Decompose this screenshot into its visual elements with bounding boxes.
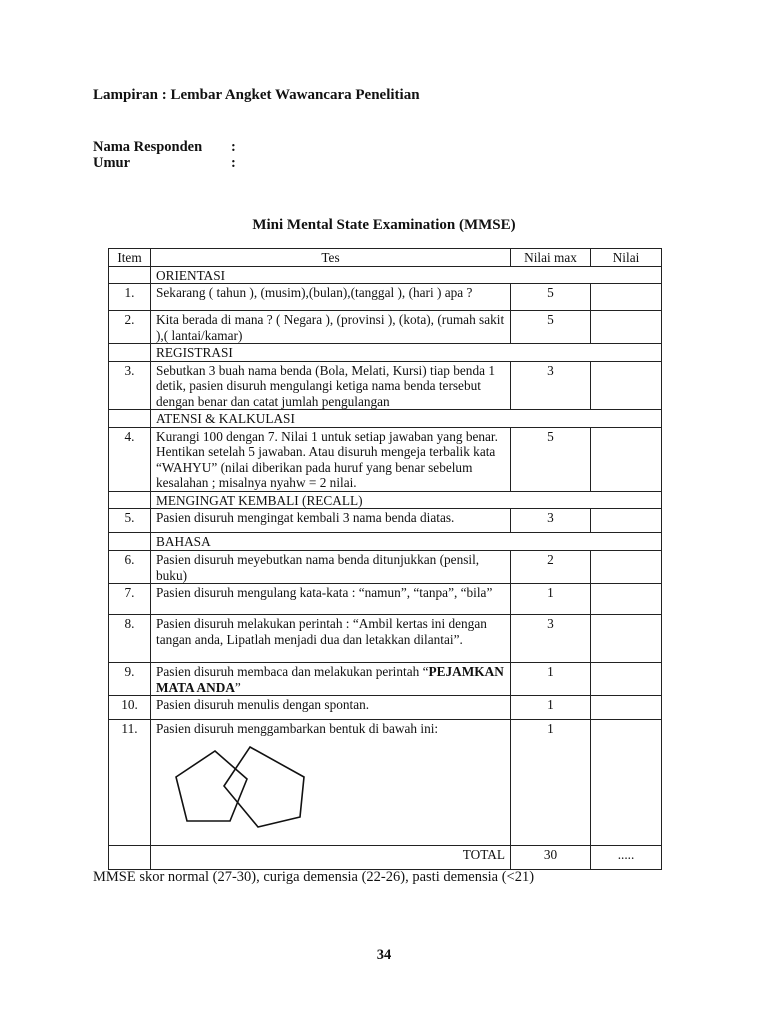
max-score: 1 (511, 696, 591, 720)
score-cell[interactable] (591, 509, 662, 533)
section-row (109, 344, 662, 362)
test-description: Sekarang ( tahun ), (musim),(bulan),(tanggal ), (hari ) apa ? (151, 284, 511, 311)
open-quote: “ (422, 664, 429, 679)
section-atensi: ATENSI & KALKULASI (151, 410, 662, 428)
total-score[interactable]: ..... (591, 845, 662, 869)
max-score: 5 (511, 284, 591, 311)
score-cell[interactable] (591, 615, 662, 663)
section-orientasi: ORIENTASI (151, 266, 662, 284)
total-max-score: 30 (511, 845, 591, 869)
page-title: Mini Mental State Examination (MMSE) (252, 217, 516, 233)
max-score: 1 (511, 663, 591, 696)
table-row (109, 361, 662, 410)
test-description: Kurangi 100 dengan 7. Nilai 1 untuk setiap jawaban yang benar. Hentikan setelah 5 jawaban. Atau disuruh mengeja terbalik kata “WAHYU” (nilai diberikan pada huruf yang benar sebelum kesalahan ; misalnya nyahw = 2 nilai. (151, 427, 511, 491)
column-header-item: Item (109, 249, 151, 267)
item-number: 4. (109, 427, 151, 491)
score-cell[interactable] (591, 551, 662, 584)
max-score: 3 (511, 615, 591, 663)
table-row (109, 663, 662, 696)
right-pentagon (224, 747, 304, 827)
test-description: Pasien disuruh menulis dengan spontan. (151, 696, 511, 720)
section-item-cell (109, 410, 151, 428)
section-row (109, 491, 662, 509)
item-number: 6. (109, 551, 151, 584)
table-row (109, 696, 662, 720)
column-header-test: Tes (151, 249, 511, 267)
total-row (109, 845, 662, 869)
test-description: Pasien disuruh mengulang kata-kata : “namun”, “tanpa”, “bila” (151, 584, 511, 615)
age-label: Umur (93, 155, 131, 171)
test-description: Sebutkan 3 buah nama benda (Bola, Melati, Kursi) tiap benda 1 detik, pasien disuruh mengulangi ketiga nama benda tersebut dengan benar dan catat jumlah pengulangan (151, 361, 511, 410)
score-cell[interactable] (591, 427, 662, 491)
table-row (109, 311, 662, 344)
item-number: 2. (109, 311, 151, 344)
table-row (109, 584, 662, 615)
appendix-title: Lampiran : Lembar Angket Wawancara Penelitian (93, 87, 420, 103)
max-score: 1 (511, 720, 591, 846)
pentagon-figure (156, 737, 505, 845)
age-colon: : (231, 155, 236, 171)
section-item-cell (109, 533, 151, 551)
max-score: 5 (511, 427, 591, 491)
respondent-name-label: Nama Responden (93, 139, 203, 155)
mmse-table (108, 248, 662, 870)
section-item-cell (109, 266, 151, 284)
item-number: 7. (109, 584, 151, 615)
page-number: 34 (376, 947, 392, 963)
section-mengingat: MENGINGAT KEMBALI (RECALL) (151, 491, 662, 509)
test-description: Pasien disuruh mengingat kembali 3 nama benda diatas. (151, 509, 511, 533)
max-score: 2 (511, 551, 591, 584)
table-row (109, 509, 662, 533)
max-score: 3 (511, 361, 591, 410)
score-cell[interactable] (591, 284, 662, 311)
item-number: 10. (109, 696, 151, 720)
total-item-cell (109, 845, 151, 869)
max-score: 5 (511, 311, 591, 344)
score-cell[interactable] (591, 584, 662, 615)
table-row (109, 615, 662, 663)
total-label: TOTAL (151, 845, 511, 869)
max-score: 1 (511, 584, 591, 615)
table-row (109, 551, 662, 584)
item-number: 8. (109, 615, 151, 663)
item-number: 9. (109, 663, 151, 696)
item-number: 11. (109, 720, 151, 846)
column-header-max: Nilai max (511, 249, 591, 267)
respondent-name-colon: : (231, 139, 236, 155)
max-score: 3 (511, 509, 591, 533)
score-cell[interactable] (591, 696, 662, 720)
table-row (109, 427, 662, 491)
score-cell[interactable] (591, 720, 662, 846)
score-cell[interactable] (591, 663, 662, 696)
column-header-score: Nilai (591, 249, 662, 267)
score-cell[interactable] (591, 361, 662, 410)
intersecting-pentagons-drawing (174, 741, 314, 841)
section-row (109, 533, 662, 551)
test-description (151, 663, 511, 696)
section-registrasi: REGISTRASI (151, 344, 662, 362)
section-item-cell (109, 344, 151, 362)
test-description: Pasien disuruh melakukan perintah : “Ambil kertas ini dengan tangan anda, Lipatlah menjadi dua dan letakkan dilantai”. (151, 615, 511, 663)
table-row (109, 284, 662, 311)
test-text: Pasien disuruh menggambarkan bentuk di bawah ini: (156, 721, 439, 736)
section-item-cell (109, 491, 151, 509)
test-text: Pasien disuruh membaca dan melakukan perintah (156, 664, 423, 679)
test-description (151, 720, 511, 846)
test-description: Kita berada di mana ? ( Negara ), (provinsi ), (kota), (rumah sakit ),( lantai/kamar) (151, 311, 511, 344)
score-cell[interactable] (591, 311, 662, 344)
item-number: 5. (109, 509, 151, 533)
section-row (109, 410, 662, 428)
table-row (109, 720, 662, 846)
close-quote: ” (234, 679, 241, 695)
left-pentagon (176, 751, 247, 821)
score-interpretation-note: MMSE skor normal (27-30), curiga demensia (22-26), pasti demensia (<21) (93, 869, 535, 885)
table-header-row (109, 249, 662, 267)
item-number: 1. (109, 284, 151, 311)
item-number: 3. (109, 361, 151, 410)
test-description: Pasien disuruh meyebutkan nama benda ditunjukkan (pensil, buku) (151, 551, 511, 584)
command-text: PEJAMKAN MATA ANDA (156, 664, 504, 695)
section-row (109, 266, 662, 284)
section-bahasa: BAHASA (151, 533, 662, 551)
